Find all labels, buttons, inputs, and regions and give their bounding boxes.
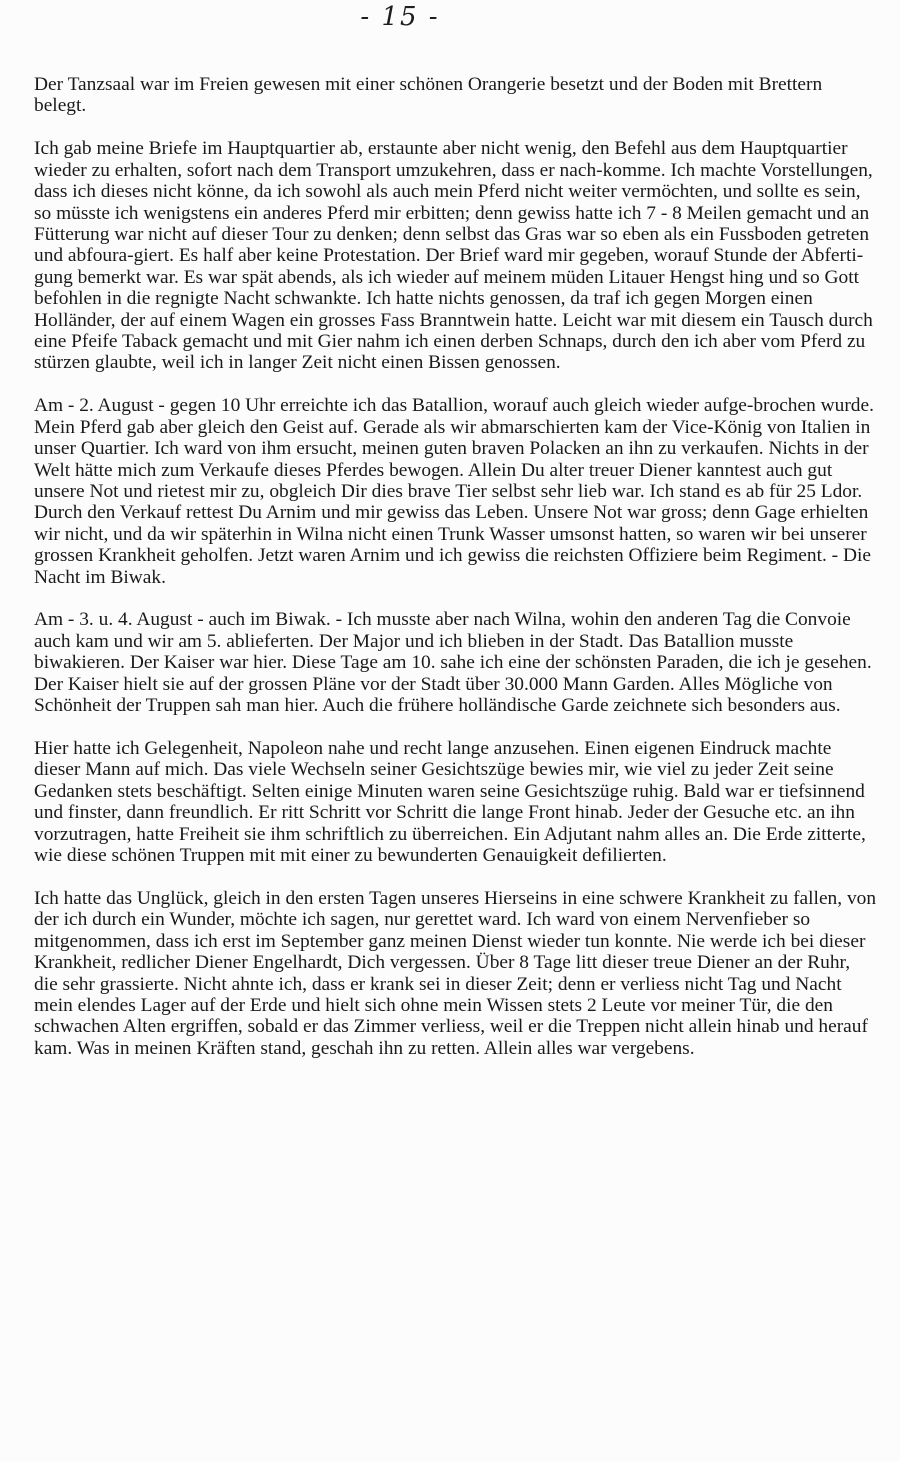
- paragraph: Am - 3. u. 4. August - auch im Biwak. - Ich musste aber nach Wilna, wohin den anderen Tag die Convoie auch kam und wir am 5. ablieferten. Der Major und ich blieben in der Stadt. Das Batallion musste biwakieren. Der Kaiser war hier. Diese Tage am 10. sahe ich eine der schönsten Paraden, die ich je gesehen. Der Kaiser hielt sie auf der grossen Pläne vor der Stadt über 30.000 Mann Garden. Alles Mögliche von Schönheit der Truppen sah man hier. Auch die frühere holländische Garde zeichnete sich besonders aus.: [34, 609, 872, 717]
- paragraph: Hier hatte ich Gelegenheit, Napoleon nahe und recht lange anzusehen. Einen eigenen Eindruck machte dieser Mann auf mich. Das viele Wechseln seiner Gesichtszüge bewies mir, wie viel zu jeder Zeit seine Gedanken stets beschäftigt. Selten einige Minuten waren seine Gesichtszüge ruhig. Bald war er tiefsinnend und finster, dann freundlich. Er ritt Schritt vor Schritt die lange Front hinab. Jeder der Gesuche etc. an ihn vorzutragen, hatte Freiheit sie ihm schriftlich zu überreichen. Ein Adjutant nahm alles an. Die Erde zitterte, wie diese schönen Truppen mit mit einer zu bewunderten Genauigkeit defilierten.: [34, 737, 866, 866]
- body-text: [34, 74, 878, 1059]
- paragraph: Ich gab meine Briefe im Hauptquartier ab, erstaunte aber nicht wenig, den Befehl aus dem Hauptquartier wieder zu erhalten, sofort nach dem Transport umzukehren, dass er nach-komme. Ich machte Vorstellungen, dass ich dieses nicht könne, da ich sowohl als auch mein Pferd nicht weiter vermöchten, und sollte es sein, so müsste ich wenigstens ein anderes Pferd mir erbitten; denn gewiss hatte ich 7 - 8 Meilen gemacht und an Fütterung war nicht auf dieser Tour zu denken; denn selbst das Gras war so eben als ein Fussboden getreten und abfoura-giert. Es half aber keine Protestation. Der Brief ward mir gegeben, worauf Stunde der Abferti-gung bemerkt war. Es war spät abends, als ich wieder auf meinem müden Litauer Hengst hing und so Gott befohlen in die regnigte Nacht schwankte. Ich hatte nichts genossen, da traf ich gegen Morgen einen Holländer, der auf einem Wagen ein grosses Fass Branntwein hatte. Leicht war mit diesem ein Tausch durch eine Pfeife Taback gemacht und mit Gier nahm ich einen derben Schnaps, durch den ich aber vom Pferd zu stürzen glaubte, weil ich in langer Zeit nicht einen Bissen genossen.: [34, 138, 873, 374]
- paragraph: Ich hatte das Unglück, gleich in den ersten Tagen unseres Hierseins in eine schwere Krankheit zu fallen, von der ich durch ein Wunder, möchte ich sagen, nur gerettet ward. Ich ward von einem Nervenfieber so mitgenommen, dass ich erst im September ganz meinen Dienst wieder tun konnte. Nie werde ich bei dieser Krankheit, redlicher Diener Engelhardt, Dich vergessen. Über 8 Tage litt dieser treue Diener an der Ruhr, die sehr grassierte. Nicht ahnte ich, dass er krank sei in dieser Zeit; denn er verliess nicht Tag und Nacht mein elendes Lager auf der Erde und hielt sich ohne mein Wissen stets 2 Leute vor meiner Tür, die den schwachen Alten ergriffen, sobald er das Zimmer verliess, weil er die Treppen nicht allein hinab und herauf kam. Was in meinen Kräften stand, geschah ihn zu retten. Allein alles war vergebens.: [34, 887, 877, 1059]
- paragraph: Am - 2. August - gegen 10 Uhr erreichte ich das Batallion, worauf auch gleich wieder aufge-brochen wurde. Mein Pferd gab aber gleich den Geist auf. Gerade als wir abmarschierten kam der Vice-König von Italien in unser Quartier. Ich ward von ihm ersucht, meinen guten braven Polacken an ihn zu verkaufen. Nichts in der Welt hätte mich zum Verkaufe dieses Pferdes bewogen. Allein Du alter treuer Diener kanntest auch gut unsere Not und rietest mir zu, obgleich Dir dies brave Tier selbst sehr lieb war. Ich stand es ab für 25 Ldor. Durch den Verkauf rettest Du Arnim und mir gewiss das Leben. Unsere Not war gross; denn Gage erhielten wir nicht, und da wir späterhin in Wilna nicht einen Trunk Wasser umsonst hatten, so waren wir bei unserer grossen Krankheit geholfen. Jetzt waren Arnim und ich gewiss die reichsten Offiziere beim Regiment. - Die Nacht im Biwak.: [34, 395, 874, 588]
- page-number: - 15 -: [360, 2, 440, 32]
- paragraph: Der Tanzsaal war im Freien gewesen mit einer schönen Orangerie besetzt und der Boden mit Brettern belegt.: [34, 74, 823, 117]
